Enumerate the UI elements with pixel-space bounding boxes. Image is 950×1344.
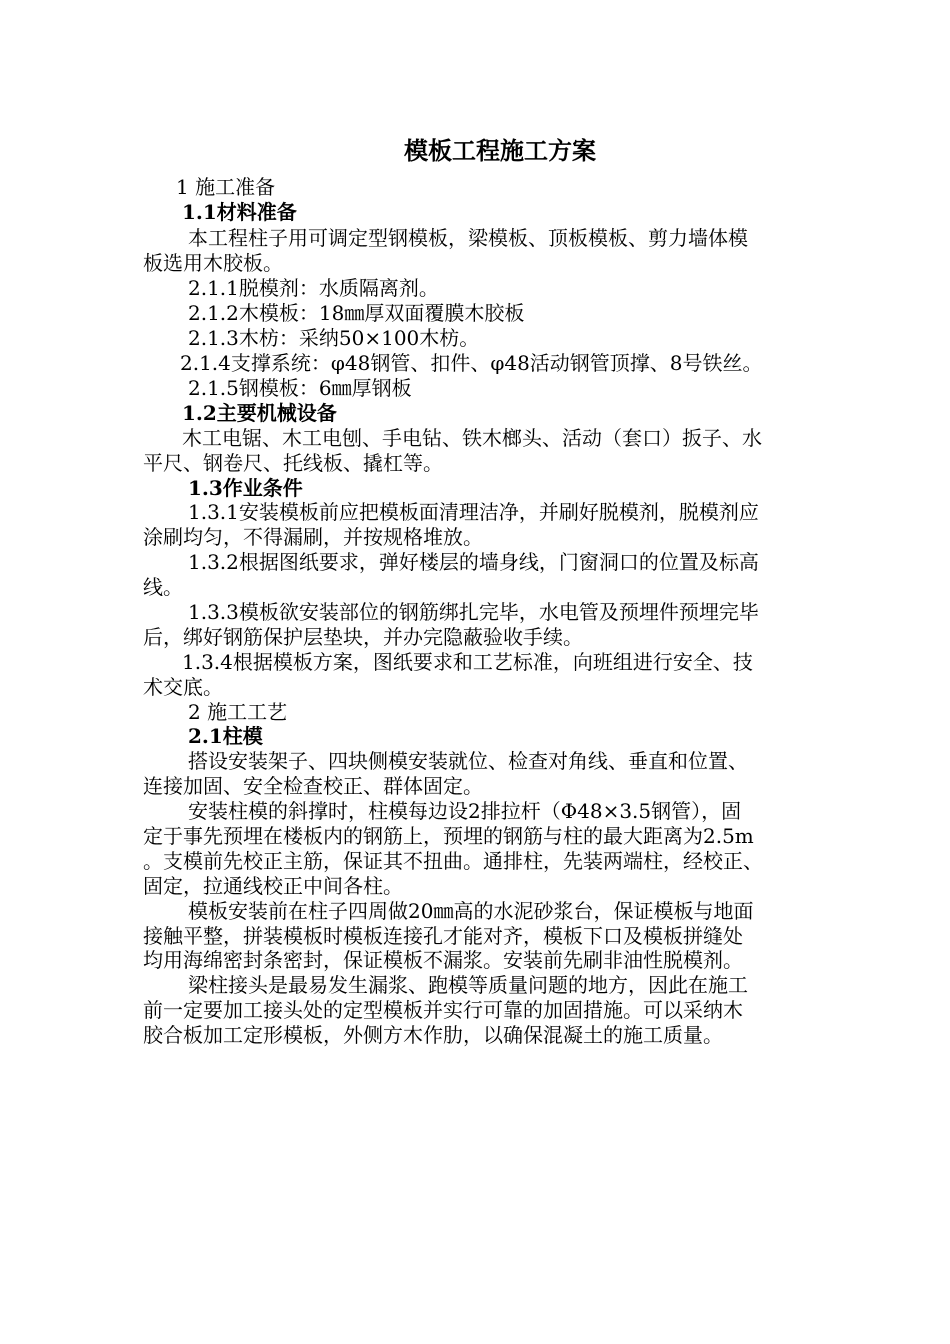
paragraph-line: 接触平整，拼装模板时模板连接孔才能对齐，模板下口及模板拼缝处 (143, 924, 743, 948)
paragraph-line: 安装柱模的斜撑时，柱模每边设2排拉杆（Φ48×3.5钢管），固 (188, 799, 742, 823)
subsection-heading: 1.3作业条件 (188, 476, 303, 500)
subsection-heading: 2.1柱模 (188, 724, 263, 748)
paragraph-line: 前一定要加工接头处的定型模板并实行可靠的加固措施。可以采纳木 (143, 998, 743, 1022)
paragraph-line: 固定，拉通线校正中间各柱。 (143, 874, 403, 898)
paragraph-line: 术交底。 (143, 675, 223, 699)
paragraph-line: 1.3.3模板欲安装部位的钢筋绑扎完毕，水电管及预埋件预埋完毕 (188, 600, 759, 624)
paragraph-line: 1.3.4根据模板方案，图纸要求和工艺标准，向班组进行安全、技 (182, 650, 753, 674)
list-item: 2.1.5钢模板：6㎜厚钢板 (188, 376, 412, 400)
paragraph-line: 1.3.2根据图纸要求，弹好楼层的墙身线，门窗洞口的位置及标高 (188, 550, 759, 574)
paragraph-line: 。支模前先校正主筋，保证其不扭曲。通排柱，先装两端柱，经校正、 (143, 849, 763, 873)
subsection-heading: 1.2主要机械设备 (182, 401, 337, 425)
paragraph-line: 本工程柱子用可调定型钢模板，梁模板、顶板模板、剪力墙体模 (188, 226, 748, 250)
paragraph-line: 后，绑好钢筋保护层垫块，并办完隐蔽验收手续。 (143, 625, 583, 649)
paragraph-line: 定于事先预埋在楼板内的钢筋上，预埋的钢筋与柱的最大距离为2.5m (143, 824, 754, 848)
paragraph-line: 均用海绵密封条密封，保证模板不漏浆。安装前先刷非油性脱模剂。 (143, 948, 743, 972)
document-title: 模板工程施工方案 (404, 136, 596, 165)
paragraph-line: 胶合板加工定形模板，外侧方木作肋，以确保混凝土的施工质量。 (143, 1023, 723, 1047)
paragraph-line: 线。 (143, 575, 183, 599)
paragraph-line: 涂刷均匀，不得漏刷，并按规格堆放。 (143, 525, 483, 549)
paragraph-line: 板选用木胶板。 (143, 251, 283, 275)
list-item: 2.1.3木枋：采纳50×100木枋。 (188, 326, 480, 350)
paragraph-line: 平尺、钢卷尺、托线板、撬杠等。 (143, 451, 443, 475)
paragraph-line: 1.3.1安装模板前应把模板面清理洁净，并刷好脱模剂，脱模剂应 (188, 500, 759, 524)
paragraph-line: 连接加固、安全检查校正、群体固定。 (143, 774, 483, 798)
section-heading: 2 施工工艺 (188, 700, 288, 724)
list-item: 2.1.2木模板：18㎜厚双面覆膜木胶板 (188, 301, 525, 325)
paragraph-line: 模板安装前在柱子四周做20㎜高的水泥砂浆台，保证模板与地面 (188, 899, 754, 923)
list-item: 2.1.4支撑系统：φ48钢管、扣件、φ48活动钢管顶撑、8号铁丝。 (180, 351, 763, 375)
subsection-heading: 1.1材料准备 (182, 200, 297, 224)
list-item: 2.1.1脱模剂：水质隔离剂。 (188, 276, 439, 300)
paragraph-line: 梁柱接头是最易发生漏浆、跑模等质量问题的地方，因此在施工 (188, 973, 748, 997)
section-heading: 1 施工准备 (176, 175, 276, 199)
paragraph-line: 搭设安装架子、四块侧模安装就位、检查对角线、垂直和位置、 (188, 749, 748, 773)
paragraph-line: 木工电锯、木工电刨、手电钻、铁木榔头、活动（套口）扳子、水 (182, 426, 762, 450)
